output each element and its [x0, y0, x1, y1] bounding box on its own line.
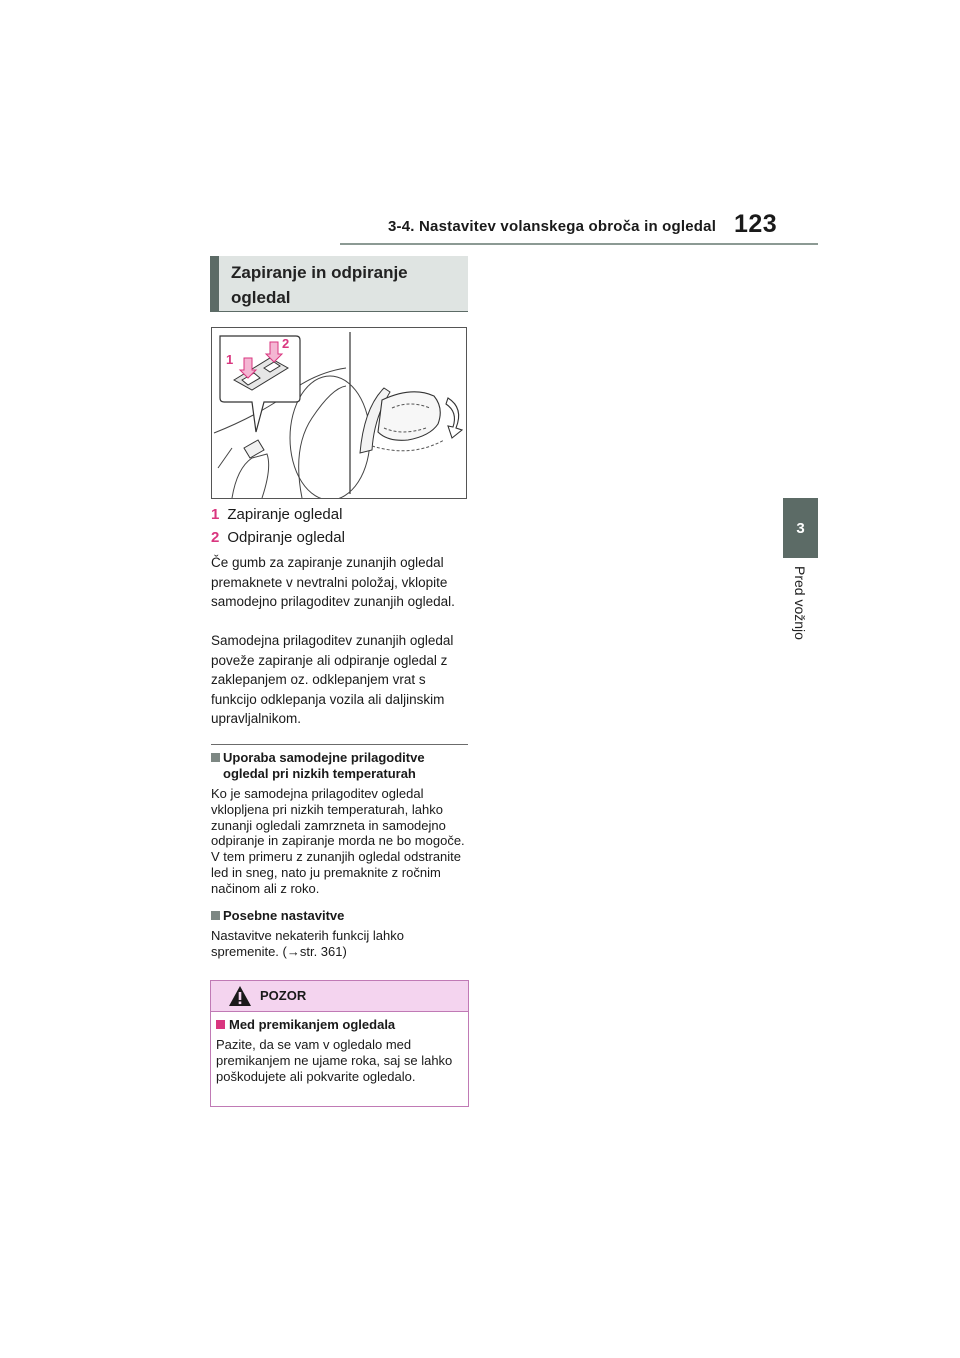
square-bullet-icon	[211, 911, 220, 920]
illustration-drawing	[212, 328, 466, 498]
chapter-number: 3	[796, 519, 805, 537]
running-header: 3-4. Nastavitev volanskega obroča in ogledal	[388, 218, 717, 235]
intro-paragraph: Samodejna prilagoditev zunanjih ogledal poveže zapiranje ali odpiranje ogledal z zaklepanjem oz. odklepanjem vrat s funkcijo odklepanja vozila ali daljinskim upravljalnikom.	[211, 633, 454, 727]
legend-item-open	[211, 529, 345, 546]
warning-triangle-icon	[228, 985, 252, 1007]
intro-paragraph: Če gumb za zapiranje zunanjih ogledal premaknete v nevtralni položaj, vklopite samodejno prilagoditev zunanjih ogledal.	[211, 555, 455, 610]
header-rule	[340, 243, 818, 245]
warning-header	[211, 981, 468, 1012]
legend-label: Zapiranje ogledal	[227, 506, 343, 523]
chapter-title: Pred vožnjo	[792, 566, 808, 640]
warning-label: POZOR	[260, 988, 307, 1003]
subsection-heading: Posebne nastavitve	[211, 908, 468, 924]
legend-item-close	[211, 506, 342, 523]
warning-box	[210, 980, 469, 1107]
callout-2: 2	[282, 336, 290, 351]
page-number: 123	[734, 210, 778, 238]
legend-number: 2	[211, 529, 220, 546]
legend-label: Odpiranje ogledal	[227, 529, 345, 546]
warning-subheading: Med premikanjem ogledala	[216, 1017, 395, 1032]
square-bullet-icon	[211, 753, 220, 762]
section-heading-box	[210, 256, 468, 312]
subsection-body: Ko je samodejna prilagoditev ogledal vklopljena pri nizkih temperaturah, lahko zunanji ogledali zamrzneta in samodejno odpiranje in zapiranje morda ne bo mogoče. V tem primeru z zunanjih ogledal odstranite led in sneg, nato ju premaknite z ročnim načinom ali z roko.	[211, 786, 465, 896]
subsection-body: Nastavitve nekaterih funkcij lahko spremenite. (→str. 361)	[211, 928, 404, 959]
chapter-tab	[783, 498, 818, 558]
callout-1: 1	[226, 352, 234, 367]
subsection-heading: Uporaba samodejne prilagoditve ogledal pri nizkih temperaturah	[211, 750, 468, 782]
legend-number: 1	[211, 506, 220, 523]
warning-body: Pazite, da se vam v ogledalo med premikanjem ne ujame roka, saj se lahko poškodujete ali pokvarite ogledalo.	[216, 1037, 453, 1084]
subsection-divider	[211, 744, 468, 745]
mirror-fold-illustration	[211, 327, 467, 499]
square-bullet-icon	[216, 1020, 225, 1029]
section-title: Zapiranje in odpiranje ogledal	[231, 263, 408, 307]
